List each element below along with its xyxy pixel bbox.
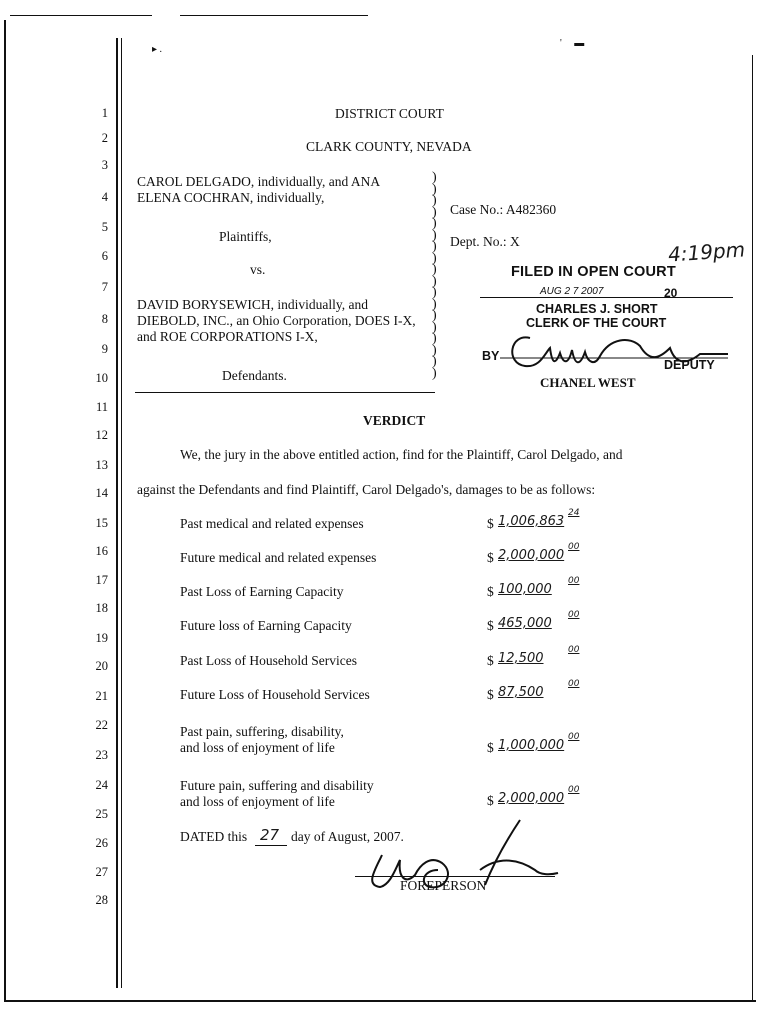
- fax-speck-mark: ▸ .: [152, 44, 163, 55]
- verdict-paragraph-line-2: against the Defendants and find Plaintiff, Carol Delgado's, damages to be as follows:: [137, 482, 596, 497]
- damage-cents: 00: [568, 645, 580, 655]
- line-number: 16: [95, 544, 108, 558]
- damage-amount: 2,000,000: [498, 791, 565, 806]
- fax-speck-mark: ' ▬: [560, 38, 585, 49]
- line-number-rule-2: [121, 38, 122, 988]
- line-number: 27: [95, 865, 108, 879]
- line-number: 12: [95, 428, 108, 442]
- currency-symbol: $: [487, 687, 494, 702]
- stamp-by-label: BY: [482, 349, 500, 363]
- line-number: 17: [95, 573, 108, 587]
- line-number: 24: [95, 778, 108, 792]
- line-number: 13: [95, 458, 108, 472]
- defendants-line-1: DAVID BORYSEWICH, individually, and: [137, 297, 368, 312]
- case-number: Case No.: A482360: [450, 202, 557, 217]
- damage-label-line-2: and loss of enjoyment of life: [180, 740, 335, 755]
- line-number: 25: [95, 807, 108, 821]
- damage-label: Future Loss of Household Services: [180, 687, 370, 702]
- handwritten-filing-time: 4:19pm: [667, 237, 746, 267]
- foreperson-label: FOREPERSON: [400, 878, 487, 893]
- verdict-title: VERDICT: [363, 413, 426, 428]
- damage-label: Future medical and related expenses: [180, 550, 377, 565]
- damage-cents: 00: [568, 785, 580, 795]
- line-number: 28: [95, 893, 108, 907]
- currency-symbol: $: [487, 740, 494, 755]
- header-rule-right: [180, 15, 368, 16]
- caption-parentheses: ) ) ) ) ) ) ) ) ) ) ) ) ) ) ) ) ) ): [432, 170, 437, 381]
- currency-symbol: $: [487, 550, 494, 565]
- dated-suffix: day of August, 2007.: [291, 829, 404, 844]
- damage-label: Past Loss of Household Services: [180, 653, 357, 668]
- currency-symbol: $: [487, 618, 494, 633]
- line-number: 9: [101, 342, 108, 356]
- versus-label: vs.: [250, 262, 266, 277]
- bottom-border: [4, 1000, 756, 1002]
- verdict-paragraph-line-1: We, the jury in the above entitled action, find for the Plaintiff, Carol Delgado, and: [180, 447, 623, 462]
- damage-cents: 00: [568, 732, 580, 742]
- damage-amount: 100,000: [498, 582, 552, 597]
- damage-label-line-2: and loss of enjoyment of life: [180, 794, 335, 809]
- line-number: 21: [95, 689, 108, 703]
- line-number: 2: [101, 131, 108, 145]
- dept-number: Dept. No.: X: [450, 234, 520, 249]
- line-number: 23: [95, 748, 108, 762]
- line-number: 20: [95, 659, 108, 673]
- line-number: 19: [95, 631, 108, 645]
- currency-symbol: $: [487, 793, 494, 808]
- dated-day: 27: [260, 826, 280, 844]
- plaintiffs-line-2: ELENA COCHRAN, individually,: [137, 190, 325, 205]
- damage-cents: 00: [568, 576, 580, 586]
- damage-amount: 2,000,000: [498, 548, 565, 563]
- line-number: 11: [95, 400, 108, 414]
- line-number: 5: [101, 220, 108, 234]
- damage-amount: 1,006,863: [498, 514, 565, 529]
- damage-cents: 24: [568, 508, 580, 518]
- stamp-year-suffix: 20: [664, 286, 678, 300]
- damage-amount: 12,500: [498, 651, 544, 666]
- court-name: DISTRICT COURT: [335, 106, 444, 121]
- line-number: 8: [101, 312, 108, 326]
- right-margin-rule: [752, 55, 753, 1000]
- deputy-label: DEPUTY: [664, 358, 715, 372]
- damage-label: Future pain, suffering and disability: [180, 778, 374, 793]
- clerk-name: CHARLES J. SHORT: [536, 302, 658, 316]
- stamp-date-rule: [480, 297, 733, 298]
- damage-label: Past medical and related expenses: [180, 516, 364, 531]
- deputy-name: CHANEL WEST: [540, 375, 636, 390]
- damage-amount: 1,000,000: [498, 738, 565, 753]
- damage-label: Past pain, suffering, disability,: [180, 724, 344, 739]
- defendants-label: Defendants.: [222, 368, 287, 383]
- currency-symbol: $: [487, 653, 494, 668]
- filed-date: AUG 2 7 2007: [540, 286, 604, 297]
- line-number: 18: [95, 601, 108, 615]
- court-county: CLARK COUNTY, NEVADA: [306, 139, 472, 154]
- damage-amount: 465,000: [498, 616, 552, 631]
- line-number: 22: [95, 718, 108, 732]
- damage-label: Future loss of Earning Capacity: [180, 618, 352, 633]
- line-number: 26: [95, 836, 108, 850]
- damage-label: Past Loss of Earning Capacity: [180, 584, 344, 599]
- line-number: 6: [101, 249, 108, 263]
- line-number-rule-1: [116, 38, 118, 988]
- line-number: 3: [101, 158, 108, 172]
- defendants-line-3: and ROE CORPORATIONS I-X,: [137, 329, 318, 344]
- dated-day-underline: [255, 845, 287, 846]
- line-number: 15: [95, 516, 108, 530]
- currency-symbol: $: [487, 516, 494, 531]
- filed-in-open-court: FILED IN OPEN COURT: [511, 264, 676, 280]
- damage-cents: 00: [568, 542, 580, 552]
- line-number: 1: [101, 106, 108, 120]
- damage-amount: 87,500: [498, 685, 544, 700]
- line-number: 7: [101, 280, 108, 294]
- line-number: 14: [95, 486, 108, 500]
- dated-prefix: DATED this: [180, 829, 248, 844]
- line-number: 10: [95, 371, 108, 385]
- damage-cents: 00: [568, 610, 580, 620]
- caption-bottom-rule: [135, 392, 435, 393]
- foreperson-signature-line: [355, 876, 555, 877]
- clerk-title: CLERK OF THE COURT: [526, 316, 667, 330]
- header-rule-left: [10, 15, 152, 16]
- defendants-line-2: DIEBOLD, INC., an Ohio Corporation, DOES I-X,: [137, 313, 416, 328]
- plaintiffs-label: Plaintiffs,: [219, 229, 272, 244]
- plaintiffs-line-1: CAROL DELGADO, individually, and ANA: [137, 174, 381, 189]
- left-margin-border: [4, 20, 6, 1002]
- damage-cents: 00: [568, 679, 580, 689]
- currency-symbol: $: [487, 584, 494, 599]
- line-number: 4: [101, 190, 108, 204]
